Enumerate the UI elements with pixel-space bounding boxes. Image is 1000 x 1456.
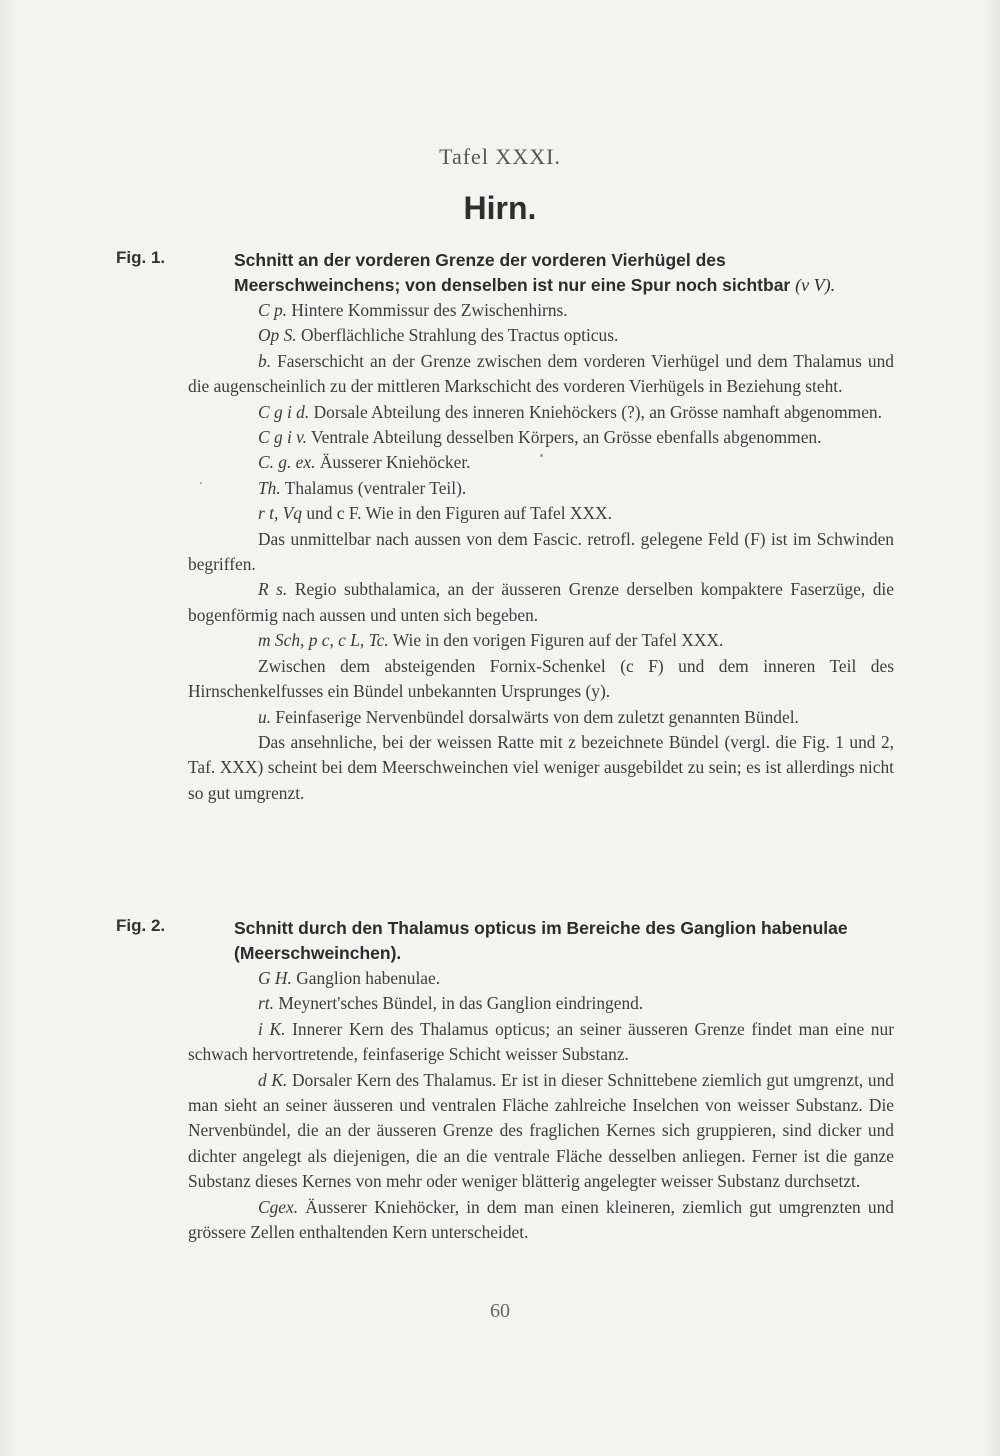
figure-2-section	[116, 916, 895, 1245]
figure-2-heading	[234, 916, 894, 966]
figure-2-heading-text: Schnitt durch den Thalamus opticus im Bereiche des Ganglion habenulae (Meerschweinchen).	[234, 918, 848, 963]
legend-entry	[188, 349, 894, 400]
entry-text: Thalamus (ventraler Teil).	[284, 477, 467, 498]
page-number: 60	[490, 1300, 510, 1322]
entry-abbreviation: d K.	[258, 1069, 288, 1090]
figure-2-entries	[188, 966, 894, 1245]
entry-abbreviation: C g i v.	[258, 427, 307, 448]
entry-abbreviation: Cgex.	[258, 1196, 299, 1217]
entry-abbreviation: C p.	[258, 300, 287, 320]
page-title: Hirn.	[463, 190, 537, 226]
entry-text: Dorsaler Kern des Thalamus. Er ist in dieser Schnittebene ziemlich gut umgrenzt, und man sieht an seiner äusseren und ventralen Fläche zahlreiche Inselchen von weisser Substanz. Die Nervenbündel, die an der äusseren Grenze des fraglichen Kernes sich gruppieren, sind dicker und dichter angelegt als diejenigen, die an die ventrale Fläche desselben anliegen. Ferner ist die ganze Substanz dieses Kernes von mehr oder weniger blätterig angelegter weisser Substanz durchsetzt.	[188, 1069, 895, 1192]
legend-entry	[188, 298, 894, 323]
legend-entry	[188, 654, 894, 705]
figure-1-heading-ref: (v V).	[795, 275, 836, 295]
entry-text: Äusserer Kniehöcker, in dem man einen kleineren, ziemlich gut umgrenzten und grössere Zellen enthaltenden Kern unterscheidet.	[188, 1196, 894, 1243]
entry-text: Äusserer Kniehöcker.	[319, 452, 471, 473]
entry-abbreviation: i K.	[258, 1018, 286, 1039]
legend-entry	[188, 425, 894, 450]
entry-text: und c F. Wie in den Figuren auf Tafel XXX.	[306, 503, 612, 524]
entry-abbreviation: Op S.	[258, 325, 297, 346]
figure-2-label: Fig. 2.	[116, 916, 166, 935]
legend-entry	[188, 476, 894, 501]
legend-entry	[188, 705, 894, 730]
legend-entry	[188, 991, 894, 1016]
entry-text: Meynert'sches Bündel, in das Ganglion eindringend.	[278, 993, 644, 1014]
entry-abbreviation: C. g. ex.	[258, 452, 316, 473]
entry-text: Feinfaserige Nervenbündel dorsalwärts von dem zuletzt genannten Bündel.	[275, 706, 799, 727]
entry-text: Ganglion habenulae.	[296, 968, 441, 988]
paper-speck	[540, 454, 543, 457]
entry-abbreviation: Th.	[258, 477, 281, 498]
figure-1-heading	[234, 248, 894, 298]
plate-number: Tafel XXXI.	[439, 144, 561, 169]
entry-text: Regio subthalamica, an der äusseren Grenze derselben kompaktere Faserzüge, die bogenförmig nach aussen und unten sich begeben.	[188, 579, 894, 625]
legend-entry	[188, 527, 894, 578]
legend-entry	[188, 400, 894, 425]
legend-entry	[188, 628, 894, 653]
entry-abbreviation: m Sch, p c, c L, Tc.	[258, 630, 389, 651]
figure-1-heading-text: Schnitt an der vorderen Grenze der vorderen Vierhügel des Meerschweinchens; von denselben ist nur eine Spur noch sichtbar	[234, 250, 791, 295]
entry-text: Innerer Kern des Thalamus opticus; an seiner äusseren Grenze findet man eine nur schwach hervortretende, feinfaserige Schicht weisser Substanz.	[188, 1018, 894, 1065]
legend-entry	[188, 1068, 894, 1195]
entry-text: Wie in den vorigen Figuren auf der Tafel XXX.	[392, 630, 724, 651]
legend-entry	[188, 501, 894, 526]
paper-speck	[200, 482, 202, 484]
entry-abbreviation: R s.	[258, 579, 288, 600]
entry-abbreviation: G H.	[258, 968, 292, 988]
legend-entry	[188, 1017, 894, 1068]
entry-text: Dorsale Abteilung des inneren Kniehöckers (?), an Grösse namhaft abgenommen.	[313, 401, 882, 422]
legend-entry	[188, 323, 894, 348]
figure-1-label: Fig. 1.	[116, 248, 166, 267]
legend-entry	[188, 1195, 894, 1246]
entry-text: Das unmittelbar nach aussen von dem Fascic. retrofl. gelegene Feld (F) ist im Schwinden begriffen.	[188, 528, 894, 575]
entry-abbreviation: u.	[258, 706, 272, 727]
entry-abbreviation: C g i d.	[258, 401, 310, 422]
entry-abbreviation: b.	[258, 350, 272, 371]
entry-text: Oberflächliche Strahlung des Tractus opticus.	[301, 325, 619, 346]
legend-entry	[188, 966, 894, 991]
entry-text: Zwischen dem absteigenden Fornix-Schenkel (c F) und dem inneren Teil des Hirnschenkelfusses ein Bündel unbekannten Ursprunges (y).	[188, 655, 894, 702]
entry-text: Ventrale Abteilung desselben Körpers, an Grösse ebenfalls abgenommen.	[311, 427, 822, 448]
figure-1-section	[116, 248, 894, 806]
legend-entry	[188, 577, 894, 628]
figure-1-entries	[188, 298, 894, 806]
legend-entry	[188, 730, 894, 806]
entry-text: Das ansehnliche, bei der weissen Ratte mit z bezeichnete Bündel (vergl. die Fig. 1 und 2, Taf. XXX) scheint bei dem Meerschweinchen viel weniger ausgebildet zu sein; es ist allerdings nicht so gut umgrenzt.	[188, 731, 894, 803]
entry-abbreviation: r t, Vq	[258, 503, 302, 524]
entry-abbreviation: rt.	[258, 993, 274, 1014]
entry-text: Faserschicht an der Grenze zwischen dem vorderen Vierhügel und dem Thalamus und die augenscheinlich zu der mittleren Markschicht des vorderen Vierhügels in Beziehung steht.	[188, 350, 894, 397]
entry-text: Hintere Kommissur des Zwischenhirns.	[291, 300, 568, 320]
